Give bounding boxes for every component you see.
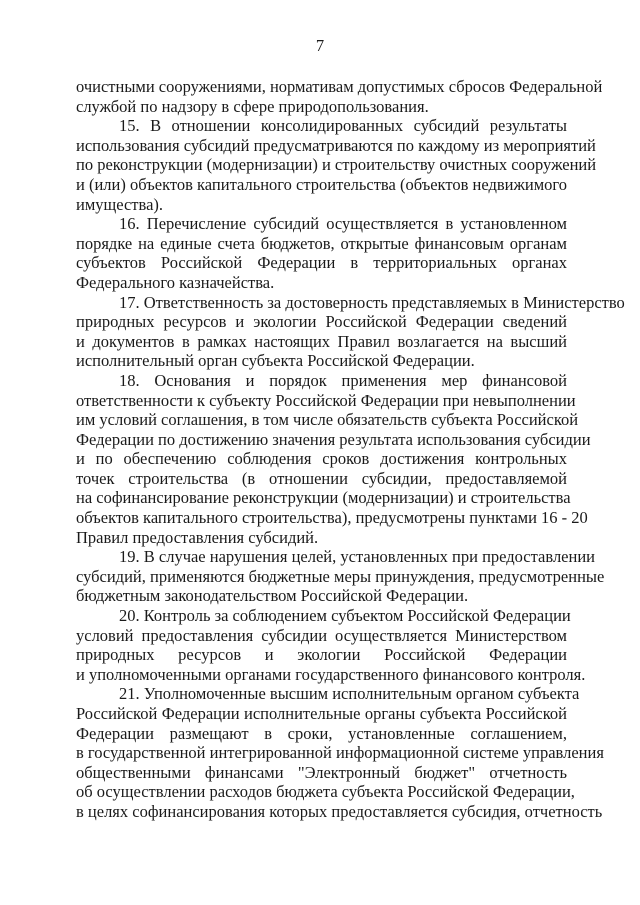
document-body [76,77,625,822]
text-line: 16. Перечисление субсидий осуществляется в установленном [119,214,567,234]
text-line: субсидий, применяются бюджетные меры принуждения, предусмотренные [76,566,605,586]
text-line: в целях софинансирования которых предоставляется субсидия, отчетность [76,801,603,821]
text-line: 20. Контроль за соблюдением субъектом Российской Федерации [119,606,571,626]
text-line: очистными сооружениями, нормативам допустимых сбросов Федеральной [76,77,603,96]
text-line: природных ресурсов и экологии Российской Федерации [76,645,567,665]
text-line: природных ресурсов и экологии Российской Федерации сведений [76,312,567,332]
text-line: субъектов Российской Федерации в территориальных органах [76,253,567,273]
text-line: по реконструкции (модернизации) и строительству очистных сооружений [76,155,597,175]
text-line: Федерации размещают в сроки, установленные соглашением, [76,723,567,743]
text-line: ответственности к субъекту Российской Федерации при невыполнении [76,390,576,410]
paragraph [76,684,604,821]
text-line: бюджетным законодательством Российской Федерации. [76,586,469,606]
text-line: на софинансирование реконструкции (модернизации) и строительства [76,488,571,508]
text-line: 17. Ответственность за достоверность представляемых в Министерство [119,292,625,312]
text-line: и по обеспечению соблюдения сроков достижения контрольных [76,449,567,469]
text-line: в государственной интегрированной информационной системе управления [76,743,604,763]
paragraph [76,292,625,371]
text-line: 18. Основания и порядок применения мер финансовой [119,370,567,390]
text-line: точек строительства (в отношении субсидии, предоставляемой [76,468,567,488]
text-line: Российской Федерации исполнительные органы субъекта Российской [76,704,567,723]
text-line: 15. В отношении консолидированных субсидий результаты [119,116,567,136]
text-line: общественными финансами "Электронный бюджет" отчетность [76,762,567,782]
text-line: объектов капитального строительства), предусмотрены пунктами 16 - 20 [76,508,588,528]
paragraph [76,370,591,547]
text-line: и (или) объектов капитального строительства (объектов недвижимого [76,174,567,194]
text-line: имущества). [76,194,164,214]
text-line: использования субсидий предусматриваются по каждому из мероприятий [76,135,596,155]
paragraph [76,116,597,214]
text-line: 19. В случае нарушения целей, установленных при предоставлении [119,547,595,567]
paragraph [76,606,586,684]
text-line: Федерации по достижению значения результата использования субсидии [76,429,591,449]
text-line: Правил предоставления субсидий. [76,527,319,547]
page-number: 7 [315,36,325,55]
text-line: 21. Уполномоченные высшим исполнительным органом субъекта [119,684,580,704]
paragraph [76,77,603,116]
text-line: и уполномоченными органами государственного финансового контроля. [76,664,586,684]
text-line: Федерального казначейства. [76,272,275,292]
text-line: исполнительный орган субъекта Российской Федерации. [76,351,475,371]
paragraph [76,547,605,606]
paragraph [76,214,567,292]
text-line: порядке на единые счета бюджетов, открытые финансовым органам [76,233,567,253]
text-line: им условий соглашения, в том числе обязательств субъекта Российской [76,410,579,430]
text-line: и документов в рамках настоящих Правил возлагается на высший [76,331,567,351]
text-line: условий предоставления субсидии осуществляется Министерством [76,625,567,645]
text-line: службой по надзору в сфере природопользования. [76,96,429,116]
text-line: об осуществлении расходов бюджета субъекта Российской Федерации, [76,782,575,802]
